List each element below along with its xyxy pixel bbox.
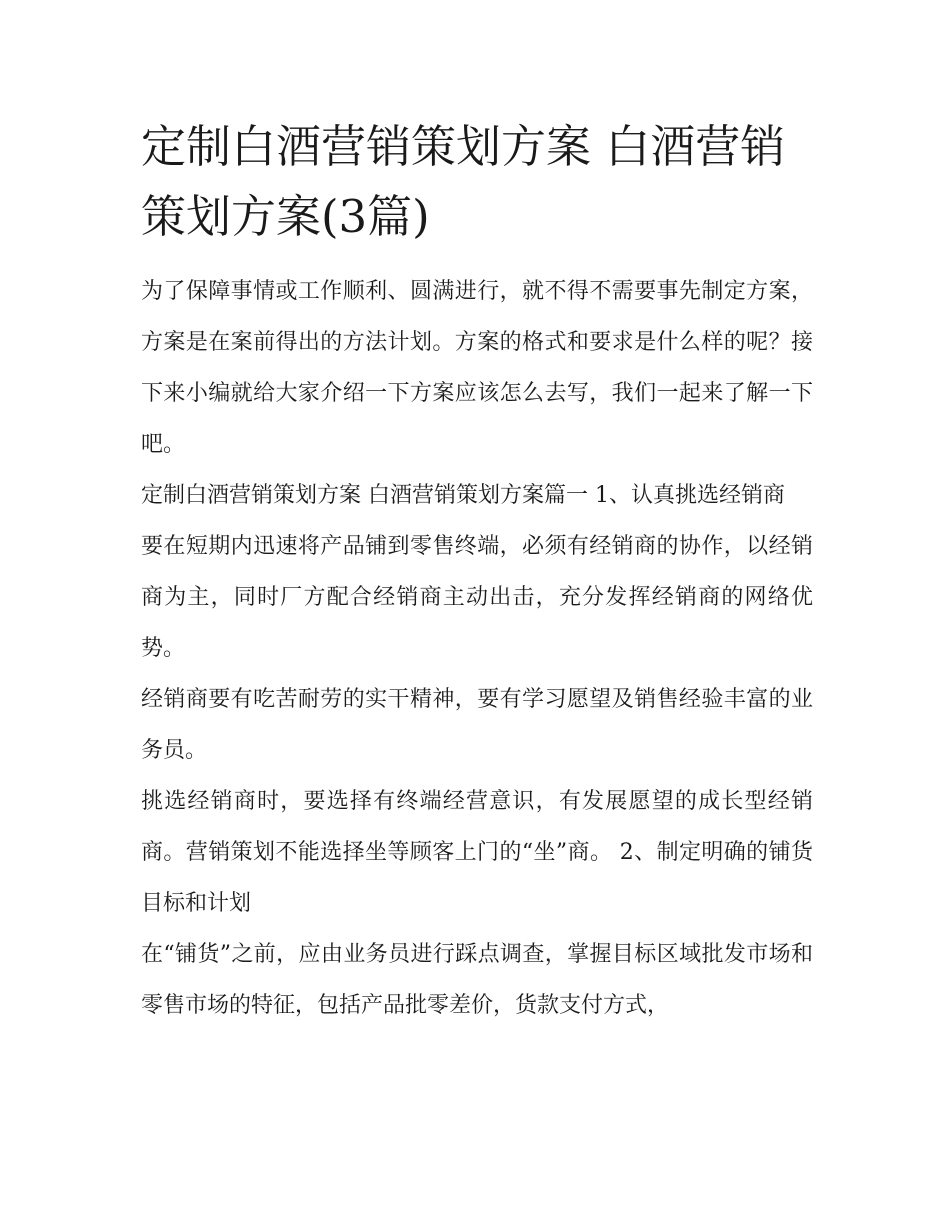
paragraph-distributor-spirit: 经销商要有吃苦耐劳的实干精神，要有学习愿望及销售经验丰富的业务员。	[141, 687, 813, 763]
paragraph-section-heading: 定制白酒营销策划方案 白酒营销策划方案篇一 1、认真挑选经销商	[141, 483, 785, 508]
document-title: 定制白酒营销策划方案 白酒营销策划方案(3篇)	[141, 120, 786, 243]
paragraph-distributor-selection: 挑选经销商时，要选择有终端经营意识，有发展愿望的成长型经销商。营销策划不能选择坐等顾客上门的“坐”商。 2、制定明确的铺货目标和计划	[141, 789, 813, 916]
paragraph-market-survey: 在“铺货”之前，应由业务员进行踩点调查，掌握目标区域批发市场和零售市场的特征，包括产品批零差价，货款支付方式，	[141, 942, 813, 1018]
paragraph-distributor-cooperation: 要在短期内迅速将产品铺到零售终端，必须有经销商的协作，以经销商为主，同时厂方配合经销商主动出击，充分发挥经销商的网络优势。	[141, 534, 813, 661]
document-body	[141, 112, 813, 1031]
paragraph-intro: 为了保障事情或工作顺利、圆满进行，就不得不需要事先制定方案，方案是在案前得出的方法计划。方案的格式和要求是什么样的呢？接下来小编就给大家介绍一下方案应该怎么去写，我们一起来了解一下吧。	[141, 279, 813, 457]
